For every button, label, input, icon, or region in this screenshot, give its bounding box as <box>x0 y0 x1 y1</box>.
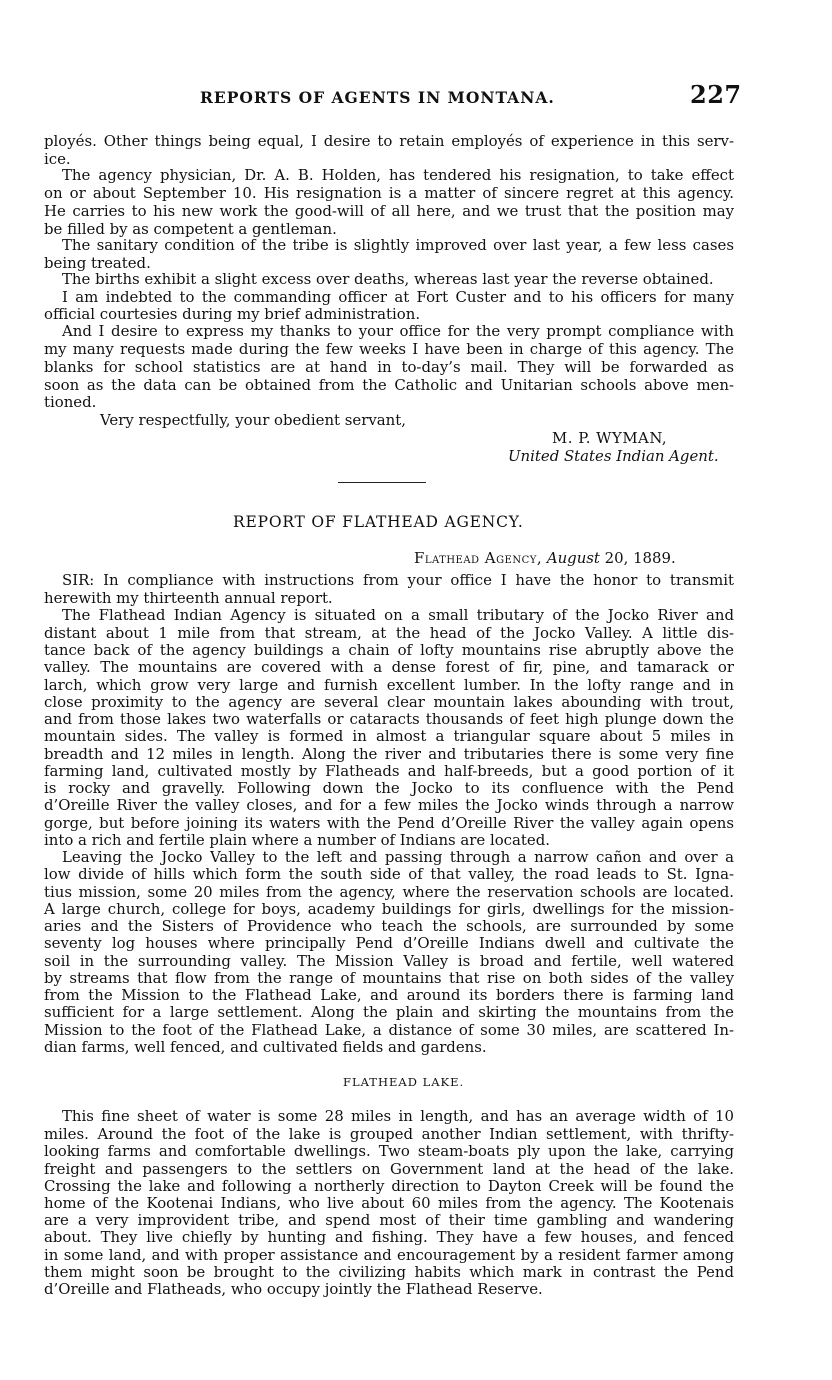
text-line: Mission to the foot of the Flathead Lake, a distance of some 30 miles, are scattered In- <box>44 1021 734 1039</box>
text-line: This fine sheet of water is some 28 miles in length, and has an average width of 10 <box>62 1107 734 1125</box>
text-line: valley. The mountains are covered with a dense forest of fir, pine, and tamarack or <box>44 658 734 676</box>
text-line: soil in the surrounding valley. The Mission Valley is broad and fertile, well watered <box>44 952 734 970</box>
text-line: The agency physician, Dr. A. B. Holden, has tendered his resignation, to take effect <box>62 166 734 184</box>
text-line: looking farms and comfortable dwellings. Two steam-boats ply upon the lake, carrying <box>44 1142 734 1160</box>
dateline-place: Flathead Agency, <box>414 549 543 567</box>
text-line: ployés. Other things being equal, I desire to retain employés of experience in this serv- <box>44 132 734 150</box>
text-line: SIR: In compliance with instructions from your office I have the honor to transmit <box>62 571 734 589</box>
dateline <box>414 549 676 567</box>
text-line: be filled by as competent a gentleman. <box>44 220 337 238</box>
text-line: tance back of the agency buildings a chain of lofty mountains rise abruptly above the <box>44 641 734 659</box>
signature-name: M. P. WYMAN, <box>552 429 668 447</box>
text-line: being treated. <box>44 254 151 272</box>
text-line: tioned. <box>44 393 97 411</box>
text-line: about. They live chiefly by hunting and fishing. They have a few houses, and fenced <box>44 1228 734 1246</box>
text-line: my many requests made during the few weeks I have been in charge of this agency. The <box>44 340 734 358</box>
text-line: dian farms, well fenced, and cultivated fields and gardens. <box>44 1038 487 1056</box>
text-line: is rocky and gravelly. Following down the Jocko to its confluence with the Pend <box>44 779 734 797</box>
text-line: farming land, cultivated mostly by Flatheads and half-breeds, but a good portion of it <box>44 762 734 780</box>
text-line: herewith my thirteenth annual report. <box>44 589 333 607</box>
text-line: tius mission, some 20 miles from the agency, where the reservation schools are located. <box>44 883 734 901</box>
dateline-month: August <box>546 549 600 567</box>
signature-title: United States Indian Agent. <box>508 447 719 465</box>
running-head: REPORTS OF AGENTS IN MONTANA. <box>200 88 555 107</box>
text-line: He carries to his new work the good-will of all here, and we trust that the position may <box>44 202 734 220</box>
closing-salutation: Very respectfully, your obedient servant, <box>100 411 406 429</box>
text-line: I am indebted to the commanding officer at Fort Custer and to his officers for many <box>62 288 734 306</box>
text-line: The sanitary condition of the tribe is slightly improved over last year, a few less cases <box>62 236 734 254</box>
text-line: And I desire to express my thanks to your office for the very prompt compliance with <box>62 322 734 340</box>
text-line: are a very improvident tribe, and spend most of their time gambling and wandering <box>44 1211 734 1229</box>
text-line: blanks for school statistics are at hand in to-day’s mail. They will be forwarded as <box>44 358 734 376</box>
text-line: them might soon be brought to the civilizing habits which mark in contrast the Pend <box>44 1263 734 1281</box>
text-line: larch, which grow very large and furnish excellent lumber. In the lofty range and in <box>44 676 734 694</box>
page-number: 227 <box>690 80 742 109</box>
text-line: on or about September 10. His resignation is a matter of sincere regret at this agency. <box>44 184 734 202</box>
text-line: from the Mission to the Flathead Lake, and around its borders there is farming land <box>44 986 734 1004</box>
text-line: The births exhibit a slight excess over deaths, whereas last year the reverse obtained. <box>62 270 714 288</box>
text-line: ice. <box>44 150 71 168</box>
subheading: FLATHEAD LAKE. <box>343 1075 465 1089</box>
text-line: close proximity to the agency are several clear mountain lakes abounding with trout, <box>44 693 734 711</box>
text-line: in some land, and with proper assistance and encouragement by a resident farmer among <box>44 1246 734 1264</box>
text-line: freight and passengers to the settlers on Government land at the head of the lake. <box>44 1160 734 1178</box>
text-line: d’Oreille River the valley closes, and for a few miles the Jocko winds through a narrow <box>44 796 734 814</box>
text-line: breadth and 12 miles in length. Along the river and tributaries there is some very fine <box>44 745 734 763</box>
text-line: aries and the Sisters of Providence who teach the schools, are surrounded by some <box>44 917 734 935</box>
text-line: by streams that flow from the range of mountains that rise on both sides of the valley <box>44 969 734 987</box>
text-line: miles. Around the foot of the lake is grouped another Indian settlement, with thrifty- <box>44 1125 734 1143</box>
text-line: distant about 1 mile from that stream, at the head of the Jocko Valley. A little dis- <box>44 624 734 642</box>
text-line: The Flathead Indian Agency is situated on a small tributary of the Jocko River and <box>62 606 734 624</box>
text-line: sufficient for a large settlement. Along the plain and skirting the mountains from the <box>44 1003 734 1021</box>
text-line: into a rich and fertile plain where a number of Indians are located. <box>44 831 550 849</box>
text-line: Leaving the Jocko Valley to the left and passing through a narrow cañon and over a <box>62 848 734 866</box>
text-line: soon as the data can be obtained from the Catholic and Unitarian schools above men- <box>44 376 734 394</box>
text-line: gorge, but before joining its waters with the Pend d’Oreille River the valley again opens <box>44 814 734 832</box>
text-line: d’Oreille and Flatheads, who occupy jointly the Flathead Reserve. <box>44 1280 543 1298</box>
section-title: REPORT OF FLATHEAD AGENCY. <box>233 513 524 531</box>
dateline-day-year: 20, 1889. <box>604 549 676 567</box>
text-line: official courtesies during my brief administration. <box>44 305 421 323</box>
text-line: low divide of hills which form the south side of that valley, the road leads to St. Igna- <box>44 865 734 883</box>
section-divider <box>338 482 426 483</box>
text-line: home of the Kootenai Indians, who live about 60 miles from the agency. The Kootenais <box>44 1194 734 1212</box>
text-line: mountain sides. The valley is formed in almost a triangular square about 5 miles in <box>44 727 734 745</box>
text-line: A large church, college for boys, academy buildings for girls, dwellings for the mission- <box>44 900 734 918</box>
text-line: Crossing the lake and following a northerly direction to Dayton Creek will be found the <box>44 1177 734 1195</box>
text-line: and from those lakes two waterfalls or cataracts thousands of feet high plunge down the <box>44 710 734 728</box>
text-line: seventy log houses where principally Pend d’Oreille Indians dwell and cultivate the <box>44 934 734 952</box>
